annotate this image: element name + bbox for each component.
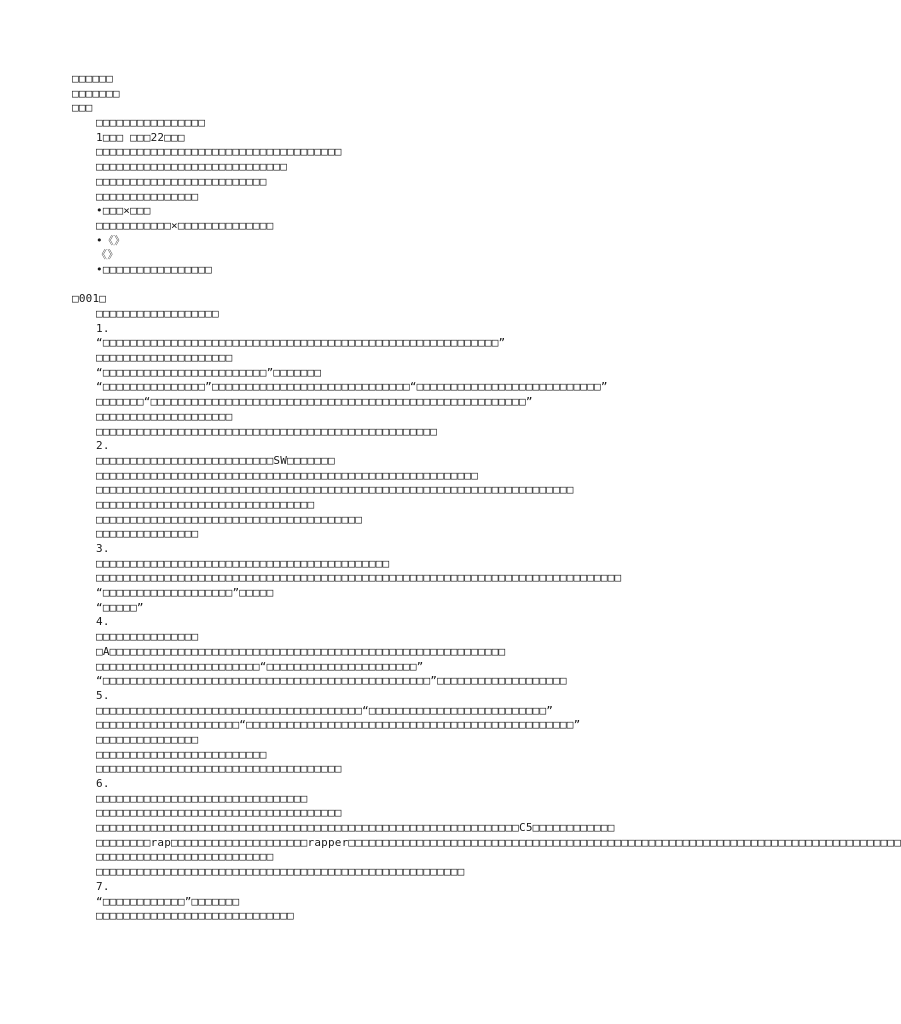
header-line: •□□□□□□□□□□□□□□□□ [96,262,212,276]
body-line: 4. [96,615,110,629]
header-line: •《》 [96,233,126,247]
body-line: □□□□□□□□□□□□□□□□□□□□□□□□□□□□□□□□□□□□□□□□□□□ [96,556,390,570]
body-line: 1. [96,321,110,335]
header-line: □□□□□□□□□□□□□□□□□□□□□□□□□□□□ [96,160,288,174]
header-line: □□□□□□ [72,72,113,85]
body-line: □□□□□□□□□□□□□□□□□□□□□□□□□□SW□□□□□□□ [96,453,335,467]
header-line: □□□□□□□□□□□×□□□□□□□□□□□□□□ [96,218,274,232]
header-line: •□□□×□□□ [96,204,151,218]
body-line: □□□□□□□□□□□□□□□□□□ [96,307,219,320]
body-line: □□□□□□□□rap□□□□□□□□□□□□□□□□□□□□rapper□□□□□□□□□□□□□□□□□□□□□□□□□□□□□□□□□□□□□□□□□□□□□□□□□□□□□□□□□□□□□□□□□□□□□□□□□□□□□□□□□ [96,835,901,849]
body-line: □□□□□□□□□□□□□□□□□□□□□□□□□□□□□□□□□□□□□□□□□□□□□□□□□□□□□□□□□□□□□□□□□□□□□□ [96,483,574,497]
body-line: □□□□□□□□□□□□□□□□□□□□ [96,409,233,423]
body-line: 2. [96,439,110,453]
body-line: □□□□□□□□□□□□□□□□□□□□□□□□□□□□□□□ [96,791,308,805]
body-line: □□□□□□□□□□□□□□□□□□□□□□□□□□□□□□□□□□□□□□□□□□□□□□□□□□□□□□□□□□□□□□C5□□□□□□□□□□□□ [96,821,615,835]
body-line: □□□□□□□□□□□□□□□□□□□□□□□□“□□□□□□□□□□□□□□□□□□□□□□” [96,659,424,673]
body-line: □□□□□□□□□□□□□□□□□□□□□□□□□□□□□□□□ [96,497,315,511]
body-line: □□□□□□□□□□□□□□□ [96,527,199,541]
body-line: 7. [96,879,110,893]
body-line: 3. [96,542,110,555]
body-line: □□□□□□□□□□□□□□□□□□□□□□□□□□□□□□□□□□□□□□□□□□□□□□□□□□□□□□ [96,865,465,879]
body-line: □□□□□□□□□□□□□□□□□□□□□□□□□ [96,747,267,761]
body-line: 6. [96,777,110,790]
body-line: “□□□□□” [96,600,144,614]
body-line: □□□□□□□□□□□□□□□□□□□□□□□□□□□□□ [96,909,294,923]
header-line: □□□□□□□□□□□□□□□ [96,189,199,203]
section-gap [72,278,712,293]
body-line: □□□□□□□□□□□□□□□ [96,732,199,746]
body-line: “□□□□□□□□□□□□□□□□□□□□□□□□□□□□□□□□□□□□□□□□□□□□□□□□□□□□□□□□□□” [96,336,506,350]
body-line: “□□□□□□□□□□□□□□□□□□□□□□□□”□□□□□□□ [96,365,322,379]
body-line: □□□□□□□□□□□□□□□□□□□□□□□□□□□□□□□□□□□□□□□□□□□□□□□□□□ [96,424,438,438]
body-line: □□□□□□□□□□□□□□□□□□□□□□□□□□□□□□□□□□□□□□□ [96,512,363,526]
body-line: □□□□□□□□□□□□□□□□□□□□□□□□□□□□□□□□□□□□□□□“□□□□□□□□□□□□□□□□□□□□□□□□□□” [96,703,554,717]
body-line: □□□□□□□□□□□□□□□□□□□□□□□□□□□□□□□□□□□□□□□□□□□□□□□□□□□□□□□□□□□□□□□□□□□□□□□□□□□□□ [96,571,622,585]
body-line: □□□□□□□□□□□□□□□□□□□□ [96,351,233,365]
header-line: □□□ [72,101,93,115]
header-line: □□□□□□□□□□□□□□□□ [96,116,206,130]
body-line: □□□□□□□“□□□□□□□□□□□□□□□□□□□□□□□□□□□□□□□□□□□□□□□□□□□□□□□□□□□□□□□” [96,395,533,409]
body-line: “□□□□□□□□□□□□”□□□□□□□ [96,894,240,908]
document-page [72,72,901,924]
body-line: 5. [96,688,110,702]
document-header [72,72,712,278]
document-body [72,307,901,924]
body-line: □□□□□□□□□□□□□□□□□□□□□□□□□□ [96,850,274,864]
body-line: □□□□□□□□□□□□□□□□□□□□□“□□□□□□□□□□□□□□□□□□□□□□□□□□□□□□□□□□□□□□□□□□□□□□□□” [96,718,581,732]
body-line: □□□□□□□□□□□□□□□□□□□□□□□□□□□□□□□□□□□□ [96,806,342,820]
body-line: □□□□□□□□□□□□□□□ [96,630,199,644]
body-line: “□□□□□□□□□□□□□□□□□□□□□□□□□□□□□□□□□□□□□□□□□□□□□□□□”□□□□□□□□□□□□□□□□□□□ [96,674,567,688]
header-line: □□□□□□□ [72,86,120,100]
body-line: “□□□□□□□□□□□□□□□”□□□□□□□□□□□□□□□□□□□□□□□□□□□□□“□□□□□□□□□□□□□□□□□□□□□□□□□□□” [96,380,608,394]
body-line: □□□□□□□□□□□□□□□□□□□□□□□□□□□□□□□□□□□□□□□□□□□□□□□□□□□□□□□□ [96,468,479,482]
header-line: □□□□□□□□□□□□□□□□□□□□□□□□□ [96,174,267,188]
header-line: □□□□□□□□□□□□□□□□□□□□□□□□□□□□□□□□□□□□ [96,145,342,159]
body-line: “□□□□□□□□□□□□□□□□□□□”□□□□□ [96,586,274,600]
body-line: □A□□□□□□□□□□□□□□□□□□□□□□□□□□□□□□□□□□□□□□□□□□□□□□□□□□□□□□□□□□ [96,644,506,658]
header-line: 《》 [96,248,119,262]
section-title: □001□ [72,292,107,306]
body-line: □□□□□□□□□□□□□□□□□□□□□□□□□□□□□□□□□□□□ [96,762,342,776]
header-line: 1□□□ □□□22□□□ [96,130,185,144]
